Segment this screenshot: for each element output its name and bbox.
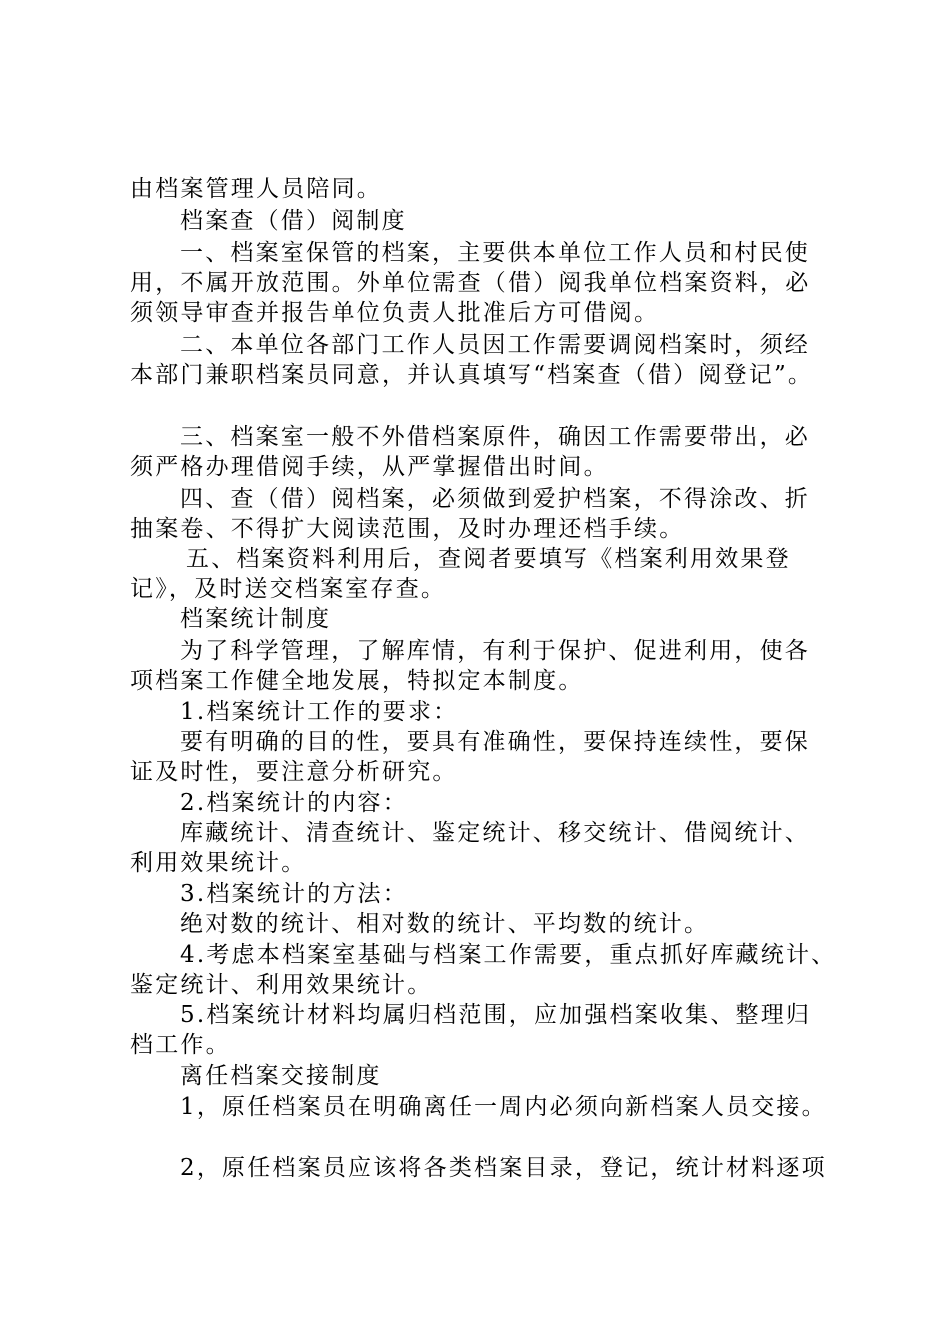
text-line: 2.档案统计的内容： bbox=[180, 790, 408, 816]
text-line: 四、查（借）阅档案，必须做到爱护档案，不得涂改、折 bbox=[180, 486, 810, 512]
text-line: 记》，及时送交档案室存查。 bbox=[130, 576, 447, 602]
text-line: 证及时性，要注意分析研究。 bbox=[130, 759, 458, 785]
text-line: 2，原任档案员应该将各类档案目录，登记，统计材料逐项 bbox=[180, 1155, 827, 1181]
text-line: 二、本单位各部门工作人员因工作需要调阅档案时，须经 bbox=[180, 332, 810, 358]
text-line: 3.档案统计的方法： bbox=[180, 881, 408, 907]
text-line: 鉴定统计、利用效果统计。 bbox=[130, 972, 433, 998]
text-line: 绝对数的统计、相对数的统计、平均数的统计。 bbox=[180, 911, 710, 937]
text-line: 1.档案统计工作的要求： bbox=[180, 699, 459, 725]
text-line: 三、档案室一般不外借档案原件，确因工作需要带出，必 bbox=[180, 424, 810, 450]
text-line: 库藏统计、清查统计、鉴定统计、移交统计、借阅统计、 bbox=[180, 820, 810, 846]
section-heading: 档案统计制度 bbox=[180, 606, 332, 632]
text-line: 1，原任档案员在明确离任一周内必须向新档案人员交接。 bbox=[180, 1094, 827, 1120]
text-line: 为了科学管理，了解库情，有利于保护、促进利用，使各 bbox=[180, 638, 810, 664]
text-line: 须严格办理借阅手续，从严掌握借出时间。 bbox=[130, 454, 609, 480]
text-line: 用，不属开放范围。外单位需查（借）阅我单位档案资料，必 bbox=[130, 270, 811, 296]
text-line: 一、档案室保管的档案，主要供本单位工作人员和村民使 bbox=[180, 240, 810, 266]
text-line: 五、档案资料利用后，查阅者要填写《档案利用效果登 bbox=[186, 546, 791, 572]
text-line: 4.考虑本档案室基础与档案工作需要，重点抓好库藏统计、 bbox=[180, 942, 837, 968]
text-line: 本部门兼职档案员同意，并认真填写“档案查（借）阅登记”。 bbox=[130, 362, 814, 388]
text-line: 由档案管理人员陪同。 bbox=[130, 176, 382, 202]
text-line: 项档案工作健全地发展，特拟定本制度。 bbox=[130, 668, 584, 694]
section-heading: 离任档案交接制度 bbox=[180, 1063, 382, 1089]
text-line: 档工作。 bbox=[130, 1032, 231, 1058]
text-line: 须领导审查并报告单位负责人批准后方可借阅。 bbox=[130, 300, 660, 326]
text-line: 抽案卷、不得扩大阅读范围，及时办理还档手续。 bbox=[130, 516, 685, 542]
text-line: 要有明确的目的性，要具有准确性，要保持连续性，要保 bbox=[180, 729, 810, 755]
text-line: 利用效果统计。 bbox=[130, 850, 307, 876]
section-heading: 档案查（借）阅制度 bbox=[180, 208, 407, 234]
text-line: 5.档案统计材料均属归档范围，应加强档案收集、整理归 bbox=[180, 1002, 812, 1028]
